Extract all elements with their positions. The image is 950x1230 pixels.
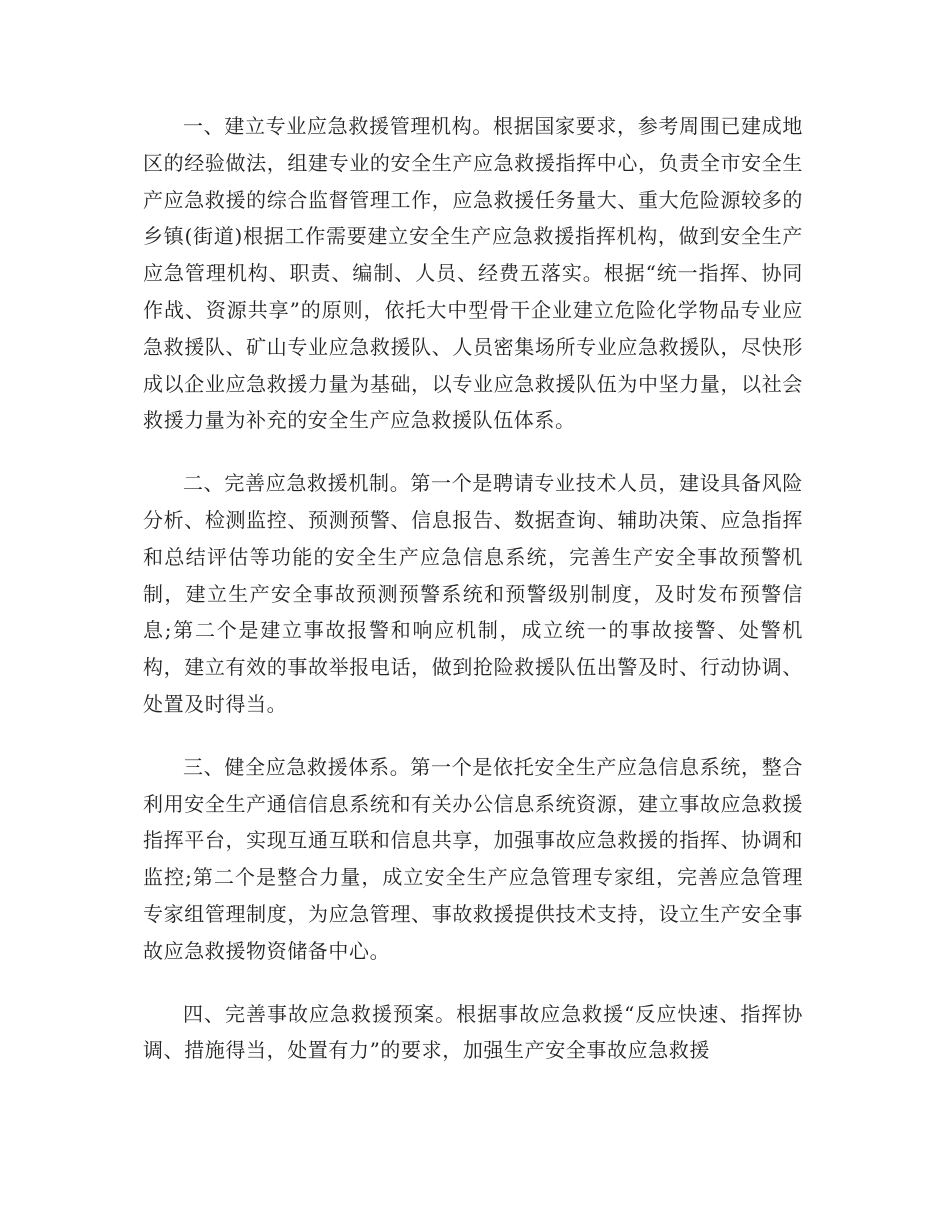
paragraph-4: 四、完善事故应急救援预案。根据事故应急救援“反应快速、指挥协调、措施得当，处置有力”的要求，加强生产安全事故应急救援 — [143, 1001, 803, 1063]
document-body — [143, 108, 803, 1095]
paragraph-1: 一、建立专业应急救援管理机构。根据国家要求，参考周围已建成地区的经验做法，组建专业的安全生产应急救援指挥中心，负责全市安全生产应急救援的综合监督管理工作，应急救援任务量大、重大危险源较多的乡镇(街道)根据工作需要建立安全生产应急救援指挥机构，做到安全生产应急管理机构、职责、编制、人员、经费五落实。根据“统一指挥、协同作战、资源共享”的原则，依托大中型骨干企业建立危险化学物品专业应急救援队、矿山专业应急救援队、人员密集场所专业应急救援队，尽快形成以企业应急救援力量为基础，以专业应急救援队伍为中坚力量，以社会救援力量为补充的安全生产应急救援队伍体系。 — [143, 114, 803, 433]
paragraph-2: 二、完善应急救援机制。第一个是聘请专业技术人员，建设具备风险分析、检测监控、预测预警、信息报告、数据查询、辅助决策、应急指挥和总结评估等功能的安全生产应急信息系统，完善生产安全事故预警机制，建立生产安全事故预测预警系统和预警级别制度，及时发布预警信息;第二个是建立事故报警和响应机制，成立统一的事故接警、处警机构，建立有效的事故举报电话，做到抢险救援队伍出警及时、行动协调、处置及时得当。 — [143, 471, 803, 716]
paragraph-3: 三、健全应急救援体系。第一个是依托安全生产应急信息系统，整合利用安全生产通信信息系统和有关办公信息系统资源，建立事故应急救援指挥平台，实现互通互联和信息共享，加强事故应急救援的指挥、协调和监控;第二个是整合力量，成立安全生产应急管理专家组，完善应急管理专家组管理制度，为应急管理、事故救援提供技术支持，设立生产安全事故应急救援物资储备中心。 — [143, 754, 804, 963]
